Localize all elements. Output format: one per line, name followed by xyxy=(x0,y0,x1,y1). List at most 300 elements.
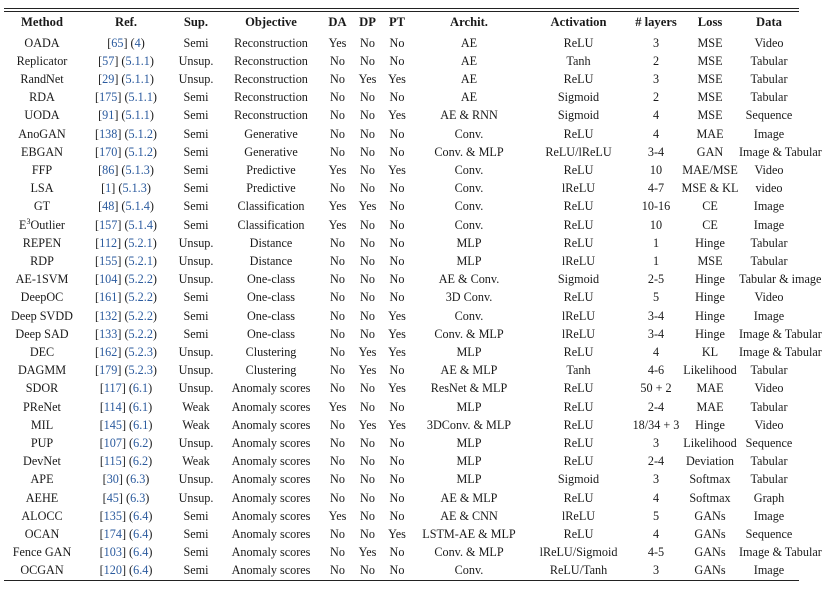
ref-link[interactable]: 114 xyxy=(103,399,122,414)
supervision-cell: Semi xyxy=(183,545,209,560)
ref-link[interactable]: 48 xyxy=(102,199,115,214)
ref-link[interactable]: 174 xyxy=(103,526,122,541)
method-cell: Replicator xyxy=(16,53,68,68)
ref-cell: [45] (6.3) xyxy=(102,490,150,505)
ref-cell: [114] (6.1) xyxy=(99,399,153,414)
loss-cell: Likelihood xyxy=(683,363,737,378)
ref-link[interactable]: 65 xyxy=(111,35,124,50)
ref-cell: [57] (5.1.1) xyxy=(98,53,154,68)
ref-link[interactable]: 117 xyxy=(103,381,122,396)
supervision-cell: Unsup. xyxy=(178,71,214,86)
ref-cell: [138] (5.1.2) xyxy=(95,126,157,141)
layers-cell: 3 xyxy=(652,71,660,86)
layers-cell: 3 xyxy=(652,435,660,450)
architecture-cell: MLP xyxy=(456,454,482,469)
section-link[interactable]: 6.1 xyxy=(132,399,149,414)
da-cell: Yes xyxy=(328,199,347,214)
architecture-cell: MLP xyxy=(456,399,482,414)
pt-cell: Yes xyxy=(388,162,406,177)
table-row xyxy=(4,543,799,561)
loss-cell: GANs xyxy=(694,526,726,541)
ref-cell: [1] (5.1.3) xyxy=(101,181,151,196)
data-cell: Video xyxy=(754,162,784,177)
layers-cell: 18/34 + 3 xyxy=(632,417,680,432)
architecture-cell: ResNet & MLP xyxy=(430,381,508,396)
section-link[interactable]: 6.2 xyxy=(132,454,149,469)
layers-cell: 5 xyxy=(652,290,660,305)
ref-cell: [103] (6.4) xyxy=(99,545,153,560)
activation-cell: ReLU xyxy=(563,399,594,414)
da-cell: No xyxy=(330,108,345,123)
section-link[interactable]: 6.4 xyxy=(133,526,149,541)
section-link[interactable]: 6.3 xyxy=(130,490,146,505)
supervision-cell: Semi xyxy=(183,144,209,159)
table-body xyxy=(4,34,822,580)
method-cell: OCGAN xyxy=(20,563,64,578)
pt-cell: Yes xyxy=(388,326,406,341)
data-cell: Image xyxy=(753,508,785,523)
section-link[interactable]: 5.1.2 xyxy=(128,144,153,159)
ref-link[interactable]: 103 xyxy=(103,545,122,560)
top-rule xyxy=(4,8,799,9)
method-cell: MIL xyxy=(30,417,54,432)
pt-cell: No xyxy=(389,199,405,214)
pt-cell: Yes xyxy=(388,526,406,541)
ref-link[interactable]: 133 xyxy=(99,326,118,341)
activation-cell: ReLU xyxy=(563,235,594,250)
section-link[interactable]: 5.1.3 xyxy=(125,162,150,177)
architecture-cell: AE & MLP xyxy=(440,363,498,378)
section-link[interactable]: 5.2.2 xyxy=(128,290,153,305)
data-cell: Image xyxy=(753,217,785,232)
ref-cell: [157] (5.1.4) xyxy=(95,217,157,232)
ref-link[interactable]: 29 xyxy=(102,71,115,86)
architecture-cell: MLP xyxy=(456,344,482,359)
data-cell: Image xyxy=(753,308,785,323)
loss-cell: MAE xyxy=(696,381,724,396)
activation-cell: lReLU xyxy=(561,181,596,196)
section-link[interactable]: 5.1.1 xyxy=(125,71,150,86)
table-row xyxy=(4,434,799,452)
da-cell: No xyxy=(330,326,345,341)
data-cell: Sequence xyxy=(745,435,793,450)
pt-cell: No xyxy=(389,290,405,305)
loss-cell: MAE xyxy=(696,126,724,141)
activation-cell: Sigmoid xyxy=(557,272,600,287)
ref-cell: [117] (6.1) xyxy=(99,381,153,396)
layers-cell: 4-6 xyxy=(647,363,665,378)
layers-cell: 2-4 xyxy=(647,454,665,469)
method-cell: EBGAN xyxy=(21,144,63,159)
loss-cell: GANs xyxy=(694,508,726,523)
data-cell: Sequence xyxy=(745,526,793,541)
column-header: Activation xyxy=(550,15,607,30)
section-link[interactable]: 6.2 xyxy=(133,435,149,450)
supervision-cell: Semi xyxy=(183,526,209,541)
architecture-cell: AE xyxy=(460,90,478,105)
ref-cell: [161] (5.2.2) xyxy=(95,290,157,305)
architecture-cell: AE xyxy=(460,71,478,86)
method-cell: Fence GAN xyxy=(12,545,72,560)
table-row xyxy=(4,398,799,416)
method-cell: LSA xyxy=(30,181,54,196)
layers-cell: 5 xyxy=(652,508,660,523)
ref-cell: [132] (5.2.2) xyxy=(95,308,157,323)
section-link[interactable]: 6.4 xyxy=(133,563,149,578)
supervision-cell: Unsup. xyxy=(178,472,214,487)
table-row xyxy=(4,252,799,270)
ref-cell: [120] (6.4) xyxy=(99,563,153,578)
methods-table xyxy=(4,12,822,580)
method-name-rest: Outlier xyxy=(30,217,65,232)
section-link[interactable]: 5.1.4 xyxy=(128,217,153,232)
column-header: PT xyxy=(388,15,406,30)
ref-cell: [112] (5.2.1) xyxy=(95,235,157,250)
method-cell: DevNet xyxy=(23,454,61,469)
activation-cell: ReLU xyxy=(563,490,594,505)
architecture-cell: Conv. xyxy=(454,162,484,177)
table-row xyxy=(4,379,799,397)
objective-cell: Anomaly scores xyxy=(231,454,311,469)
data-cell: Tabular xyxy=(750,363,788,378)
ref-link[interactable]: 57 xyxy=(102,53,115,68)
section-link[interactable]: 5.2.2 xyxy=(128,308,153,323)
loss-cell: MSE xyxy=(697,108,723,123)
method-cell: FFP xyxy=(31,162,53,177)
objective-cell: Clustering xyxy=(245,363,297,378)
loss-cell: Deviation xyxy=(685,454,735,469)
supervision-cell: Semi xyxy=(183,90,209,105)
ref-link[interactable]: 86 xyxy=(102,162,115,177)
dp-cell: No xyxy=(360,35,375,50)
supervision-cell: Weak xyxy=(182,454,210,469)
ref-link[interactable]: 104 xyxy=(99,272,118,287)
data-cell: Image xyxy=(753,563,785,578)
data-cell: Tabular & image xyxy=(739,272,822,287)
header-row xyxy=(4,12,799,34)
layers-cell: 10-16 xyxy=(641,199,671,214)
supervision-cell: Semi xyxy=(183,290,209,305)
table-row xyxy=(4,143,799,161)
objective-cell: Classification xyxy=(237,199,305,214)
section-link[interactable]: 5.1.3 xyxy=(122,181,147,196)
ref-link[interactable]: 157 xyxy=(99,217,118,232)
activation-cell: Tanh xyxy=(566,53,591,68)
da-cell: No xyxy=(330,308,345,323)
bottom-rule xyxy=(4,580,799,581)
dp-cell: No xyxy=(360,126,375,141)
pt-cell: No xyxy=(389,563,405,578)
section-link[interactable]: 5.1.1 xyxy=(125,53,150,68)
layers-cell: 4-7 xyxy=(647,181,665,196)
data-cell: Tabular xyxy=(750,472,788,487)
architecture-cell: LSTM-AE & MLP xyxy=(422,526,516,541)
ref-cell: [30] (6.3) xyxy=(102,472,150,487)
method-cell: Deep SAD xyxy=(15,326,69,341)
section-link[interactable]: 5.1.1 xyxy=(128,90,153,105)
section-link[interactable]: 6.1 xyxy=(133,417,149,432)
objective-cell: Anomaly scores xyxy=(231,526,311,541)
method-cell: SDOR xyxy=(25,381,59,396)
layers-cell: 2 xyxy=(652,53,660,68)
dp-cell: Yes xyxy=(358,363,377,378)
data-cell: Graph xyxy=(753,490,785,505)
activation-cell: ReLU xyxy=(563,126,594,141)
table-row xyxy=(4,489,799,507)
layers-cell: 4 xyxy=(652,126,660,141)
section-link[interactable]: 5.1.2 xyxy=(128,126,153,141)
dp-cell: No xyxy=(360,490,375,505)
supervision-cell: Semi xyxy=(183,326,209,341)
data-cell: Image & Tabular xyxy=(739,545,822,560)
layers-cell: 4 xyxy=(652,526,660,541)
architecture-cell: MLP xyxy=(456,435,482,450)
section-link[interactable]: 6.4 xyxy=(133,545,149,560)
ref-cell: [48] (5.1.4) xyxy=(98,199,154,214)
architecture-cell: Conv. xyxy=(454,199,484,214)
section-link[interactable]: 4 xyxy=(134,35,141,50)
pt-cell: Yes xyxy=(388,381,406,396)
architecture-cell: Conv. xyxy=(454,308,484,323)
ref-cell: [174] (6.4) xyxy=(99,526,153,541)
da-cell: No xyxy=(330,526,345,541)
section-link[interactable]: 6.4 xyxy=(133,508,149,523)
table-row xyxy=(4,179,799,197)
section-link[interactable]: 5.2.2 xyxy=(128,272,153,287)
pt-cell: Yes xyxy=(388,344,406,359)
ref-link[interactable]: 179 xyxy=(99,363,118,378)
loss-cell: MAE/MSE xyxy=(682,162,738,177)
dp-cell: No xyxy=(360,217,375,232)
data-cell: Image xyxy=(753,126,785,141)
dp-cell: No xyxy=(360,144,375,159)
loss-cell: Hinge xyxy=(695,417,725,432)
section-link[interactable]: 5.1.1 xyxy=(125,108,150,123)
layers-cell: 4 xyxy=(652,344,660,359)
dp-cell: No xyxy=(360,53,375,68)
data-cell: Sequence xyxy=(745,108,793,123)
section-link[interactable]: 6.1 xyxy=(132,381,149,396)
pt-cell: No xyxy=(389,90,405,105)
ref-link[interactable]: 145 xyxy=(103,417,122,432)
data-cell: video xyxy=(755,181,783,196)
data-cell: Video xyxy=(754,417,784,432)
dp-cell: No xyxy=(360,326,375,341)
supervision-cell: Unsup. xyxy=(178,381,214,396)
ref-link[interactable]: 115 xyxy=(103,454,122,469)
objective-cell: Anomaly scores xyxy=(231,490,311,505)
pt-cell: No xyxy=(389,35,405,50)
activation-cell: lReLU xyxy=(561,326,596,341)
ref-cell: [179] (5.2.3) xyxy=(95,363,157,378)
ref-link[interactable]: 107 xyxy=(103,435,122,450)
ref-link[interactable]: 91 xyxy=(102,108,115,123)
activation-cell: lReLU/Sigmoid xyxy=(539,545,618,560)
column-header: Sup. xyxy=(183,15,209,30)
loss-cell: GANs xyxy=(694,545,726,560)
dp-cell: No xyxy=(360,563,375,578)
method-cell: RDA xyxy=(29,90,55,105)
supervision-cell: Weak xyxy=(182,417,210,432)
pt-cell: No xyxy=(389,235,405,250)
table-row xyxy=(4,307,799,325)
section-link[interactable]: 5.2.1 xyxy=(128,253,153,268)
section-link[interactable]: 6.3 xyxy=(130,472,146,487)
method-cell: ALOCC xyxy=(21,508,63,523)
da-cell: Yes xyxy=(328,162,347,177)
objective-cell: One-class xyxy=(246,308,296,323)
table-row xyxy=(4,288,799,306)
da-cell: Yes xyxy=(328,217,347,232)
da-cell: No xyxy=(330,126,345,141)
dp-cell: No xyxy=(360,108,375,123)
dp-cell: No xyxy=(360,253,375,268)
ref-link[interactable]: 30 xyxy=(106,472,119,487)
pt-cell: No xyxy=(389,363,405,378)
ref-link[interactable]: 170 xyxy=(99,144,118,159)
loss-cell: Hinge xyxy=(695,326,725,341)
activation-cell: ReLU xyxy=(563,35,594,50)
ref-cell: [135] (6.4) xyxy=(99,508,153,523)
table-row xyxy=(4,88,799,106)
table-row xyxy=(4,125,799,143)
objective-cell: Predictive xyxy=(246,162,296,177)
dp-cell: No xyxy=(360,235,375,250)
architecture-cell: AE xyxy=(460,53,478,68)
supervision-cell: Unsup. xyxy=(178,235,214,250)
supervision-cell: Semi xyxy=(183,217,209,232)
architecture-cell: AE & RNN xyxy=(440,108,498,123)
activation-cell: ReLU xyxy=(563,435,594,450)
supervision-cell: Semi xyxy=(183,181,209,196)
layers-cell: 3-4 xyxy=(647,326,665,341)
ref-link[interactable]: 135 xyxy=(103,508,122,523)
objective-cell: One-class xyxy=(246,290,296,305)
section-link[interactable]: 5.2.2 xyxy=(128,326,153,341)
table-row xyxy=(4,34,799,52)
layers-cell: 10 xyxy=(649,217,663,232)
dp-cell: No xyxy=(360,381,375,396)
da-cell: No xyxy=(330,381,345,396)
architecture-cell: MLP xyxy=(456,253,482,268)
ref-link[interactable]: 45 xyxy=(106,490,119,505)
ref-link[interactable]: 112 xyxy=(99,235,118,250)
layers-cell: 3 xyxy=(652,472,660,487)
ref-link[interactable]: 155 xyxy=(99,253,118,268)
objective-cell: Anomaly scores xyxy=(231,508,311,523)
section-link[interactable]: 5.2.3 xyxy=(128,363,153,378)
supervision-cell: Unsup. xyxy=(178,272,214,287)
ref-cell: [175] (5.1.1) xyxy=(95,90,157,105)
activation-cell: ReLU/Tanh xyxy=(549,563,608,578)
data-cell: Tabular xyxy=(750,235,788,250)
pt-cell: Yes xyxy=(388,71,406,86)
activation-cell: ReLU xyxy=(563,526,594,541)
dp-cell: No xyxy=(360,508,375,523)
supervision-cell: Unsup. xyxy=(178,490,214,505)
dp-cell: No xyxy=(360,526,375,541)
section-link[interactable]: 5.2.1 xyxy=(128,235,153,250)
objective-cell: Distance xyxy=(249,253,293,268)
supervision-cell: Weak xyxy=(182,399,210,414)
objective-cell: Generative xyxy=(244,126,298,141)
da-cell: No xyxy=(330,272,345,287)
section-link[interactable]: 5.2.3 xyxy=(128,344,153,359)
table-row xyxy=(4,343,799,361)
ref-link[interactable]: 132 xyxy=(99,308,118,323)
layers-cell: 4 xyxy=(652,108,660,123)
activation-cell: Sigmoid xyxy=(557,472,600,487)
objective-cell: Anomaly scores xyxy=(231,563,311,578)
pt-cell: No xyxy=(389,126,405,141)
ref-link[interactable]: 175 xyxy=(99,90,118,105)
table-row xyxy=(4,270,799,288)
ref-link[interactable]: 138 xyxy=(99,126,118,141)
ref-link[interactable]: 162 xyxy=(99,344,118,359)
loss-cell: MAE xyxy=(696,399,724,414)
loss-cell: KL xyxy=(701,344,719,359)
da-cell: No xyxy=(330,454,345,469)
table-row xyxy=(4,507,799,525)
ref-cell: [104] (5.2.2) xyxy=(95,272,157,287)
data-cell: Tabular xyxy=(750,90,788,105)
method-cell: UODA xyxy=(24,108,60,123)
loss-cell: Hinge xyxy=(695,290,725,305)
architecture-cell: AE xyxy=(460,35,478,50)
da-cell: No xyxy=(330,417,345,432)
architecture-cell: Conv. & MLP xyxy=(434,144,504,159)
ref-cell: [91] (5.1.1) xyxy=(98,108,154,123)
table-row xyxy=(4,161,799,179)
pt-cell: Yes xyxy=(388,308,406,323)
ref-cell: [86] (5.1.3) xyxy=(98,162,154,177)
dp-cell: No xyxy=(360,472,375,487)
supervision-cell: Semi xyxy=(183,35,209,50)
activation-cell: ReLU xyxy=(563,417,594,432)
data-cell: Video xyxy=(754,290,784,305)
method-superscript: 3 xyxy=(26,216,31,226)
dp-cell: Yes xyxy=(358,71,377,86)
dp-cell: No xyxy=(360,90,375,105)
activation-cell: ReLU xyxy=(563,290,594,305)
ref-cell: [162] (5.2.3) xyxy=(95,344,157,359)
section-link[interactable]: 5.1.4 xyxy=(125,199,150,214)
dp-cell: Yes xyxy=(358,545,377,560)
da-cell: No xyxy=(330,290,345,305)
method-cell: DAGMM xyxy=(17,363,67,378)
supervision-cell: Semi xyxy=(183,199,209,214)
objective-cell: Predictive xyxy=(246,181,296,196)
ref-link[interactable]: 161 xyxy=(99,290,118,305)
column-header: Method xyxy=(21,15,63,30)
supervision-cell: Unsup. xyxy=(178,363,214,378)
da-cell: No xyxy=(330,181,345,196)
method-cell: OCAN xyxy=(24,526,60,541)
dp-cell: No xyxy=(360,290,375,305)
activation-cell: ReLU/lReLU xyxy=(545,144,612,159)
ref-cell: [65] (4) xyxy=(107,35,145,50)
ref-link[interactable]: 1 xyxy=(105,181,112,196)
architecture-cell: 3D Conv. xyxy=(445,290,493,305)
da-cell: No xyxy=(330,53,345,68)
ref-link[interactable]: 120 xyxy=(103,563,122,578)
supervision-cell: Unsup. xyxy=(178,53,214,68)
objective-cell: Distance xyxy=(249,235,293,250)
dp-cell: Yes xyxy=(358,344,377,359)
layers-cell: 4 xyxy=(652,490,660,505)
dp-cell: No xyxy=(360,435,375,450)
ref-cell: [145] (6.1) xyxy=(99,417,153,432)
